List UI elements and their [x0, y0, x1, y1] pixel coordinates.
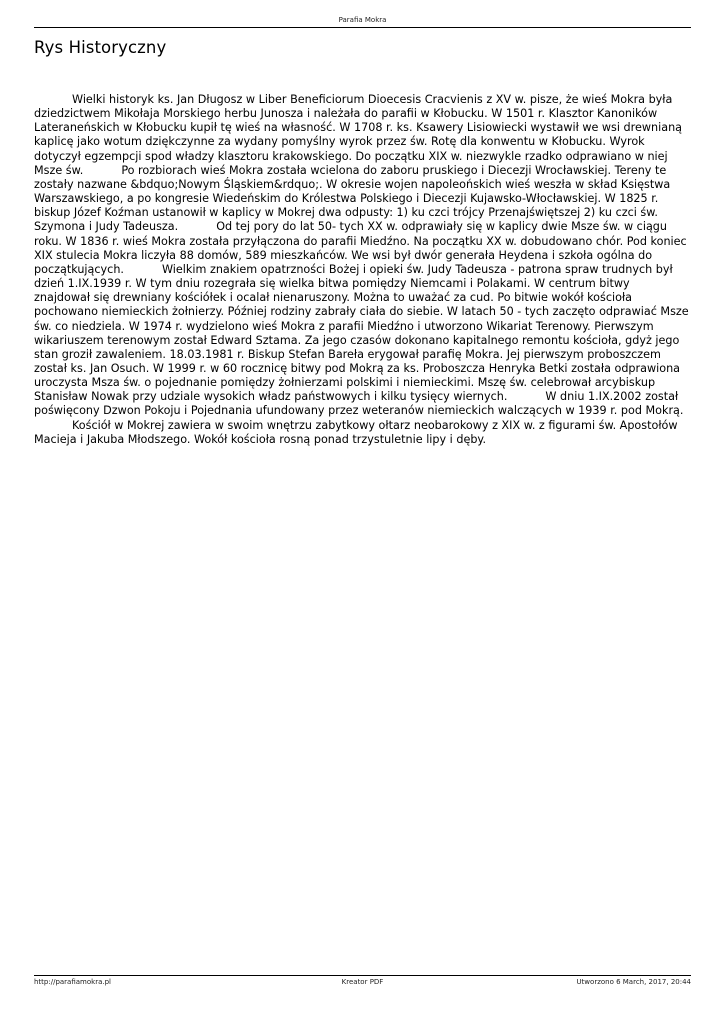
paragraph-5: W dniu 1.IX.2002 został poświęcony Dzwon Pokoju i Pojednania ufundowany przez weteranów niemieckich walczących w 1939 r. pod Mokrą.: [34, 390, 684, 418]
page-header-site-name: Parafia Mokra: [338, 16, 387, 24]
page-title: Rys Historyczny: [34, 38, 167, 57]
article-body: [34, 93, 689, 447]
paragraph-4: Wielkim znakiem opatrzności Bożej i opieki św. Judy Tadeusza - patrona spraw trudnych był dzień 1.IX.1939 r. W tym dniu rozegrała się wielka bitwa pomiędzy Niemcami i Polakami. W centrum bitwy znajdował się drewniany kościółek i ocalał nienaruszony. Można to uważać za cud. Po bitwie wokół kościoła pochowano niemieckich żołnierzy. Później rodziny zabrały ciała do siebie. W latach 50 - tych zaczęto odprawiać Msze św. co niedziela. W 1974 r. wydzielono wieś Mokra z parafii Miedźno i utworzono Wikariat Terenowy. Pierwszym wikariuszem terenowym został Edward Sztama. Za jego czasów dokonano kapitalnego remontu kościoła, gdyż jego stan groził zawaleniem. 18.03.1981 r. Biskup Stefan Bareła erygował parafię Mokra. Jej pierwszym proboszczem został ks. Jan Osuch. W 1999 r. w 60 rocznicę bitwy pod Mokrą za ks. Proboszcza Henryka Betki została odprawiona uroczysta Msza św. o pojednanie pomiędzy żołnierzami polskimi i niemieckimi. Mszę św. celebrował arcybiskup Stanisław Nowak przy udziale wysokich władz państwowych i kilku tysięcy wiernych.: [34, 262, 689, 404]
paragraph-1: Wielki historyk ks. Jan Długosz w Liber Beneficiorum Dioecesis Cracvienis z XV w. pisze, że wieś Mokra była dziedzictwem Mikołaja Morskiego herbu Junosza i należała do parafii w Kłobucku. W 1501 r. Klasztor Kanoników Lateraneńskich w Kłobucku kupił tę wieś na własność. W 1708 r. ks. Ksawery Lisiowiecki wystawił we wsi drewnianą kaplicę jako wotum dziękczynne za wydany pomyślny wyrok przez św. Rotę dla konwentu w Kłobucku. Wyrok dotyczył egzempcji spod władzy klasztoru krakowskiego. Do początku XIX w. niezwykle rzadko odprawiano w niej Msze św.: [34, 93, 683, 177]
paragraph-2: Po rozbiorach wieś Mokra została wcielona do zaboru pruskiego i Diecezji Wrocławskiej. Tereny te zostały nazwane &bdquo;Nowym Śląskiem&rdquo;. W okresie wojen napoleońskich wieś weszła w skład Księstwa Warszawskiego, a po kongresie Wiedeńskim do Królestwa Polskiego i Diecezji Kujawsko-Włocławskiej. W 1825 r. biskup Józef Koźman ustanowił w kaplicy w Mokrej dwa odpusty: 1) ku czci trójcy Przenajświętszej 2) ku czci św. Szymona i Judy Tadeusza.: [34, 163, 671, 234]
footer-generator: Kreator PDF: [341, 978, 384, 986]
footer-created-date: Utworzono 6 March, 2017, 20:44: [576, 978, 691, 986]
paragraph-3: Od tej pory do lat 50- tych XX w. odprawiały się w kaplicy dwie Msze św. w ciągu roku. W 1836 r. wieś Mokra została przyłączona do parafii Miedźno. Na początku XX w. dobudowano chór. Pod koniec XIX stulecia Mokra liczyła 88 domów, 589 mieszkańców. We wsi był dwór generała Heydena i szkoła ogólna do początkujących.: [34, 220, 687, 276]
header-divider: [34, 27, 691, 28]
footer-divider: [34, 975, 691, 976]
paragraph-6: Kościół w Mokrej zawiera w swoim wnętrzu zabytkowy ołtarz neobarokowy z XIX w. z figurami św. Apostołów Macieja i Jakuba Młodszego. Wokół kościoła rosną ponad trzystuletnie lipy i dęby.: [34, 418, 678, 446]
footer-url-link[interactable]: http://parafiamokra.pl: [34, 978, 111, 986]
